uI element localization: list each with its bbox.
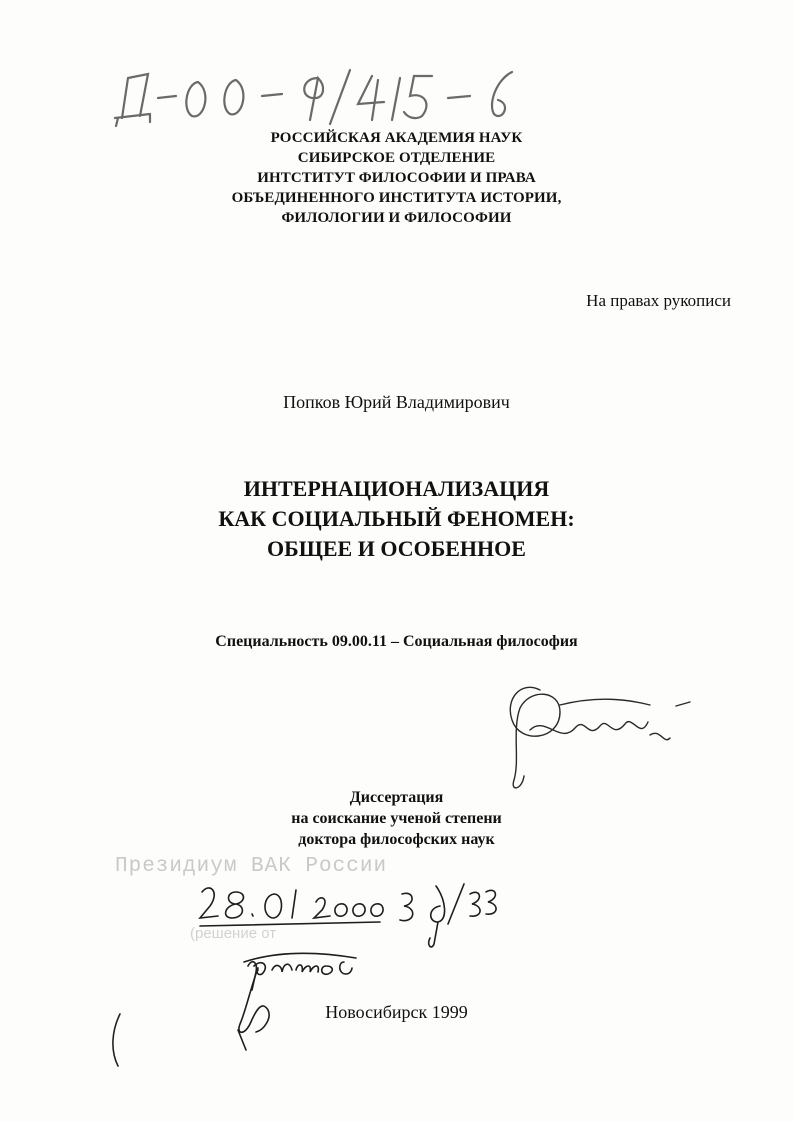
- dissertation-line-1: Диссертация: [349, 789, 444, 806]
- institution-line-3: ИНТСТИТУТ ФИЛОСОФИИ И ПРАВА: [257, 170, 536, 186]
- rights-note: На правах рукописи: [586, 291, 731, 310]
- author-name: Попков Юрий Владимирович: [283, 392, 510, 412]
- dissertation-title: [0, 474, 793, 564]
- institution-line-1: РОССИЙСКАЯ АКАДЕМИЯ НАУК: [270, 130, 523, 146]
- dissertation-block: [0, 787, 793, 850]
- institution-block: [0, 128, 793, 228]
- city-year: Новосибирск 1999: [325, 1002, 468, 1022]
- dissertation-line-2: на соискание ученой степени: [291, 810, 502, 827]
- specialty-line: Специальность 09.00.11 – Социальная философия: [215, 633, 578, 650]
- institution-line-2: СИБИРСКОЕ ОТДЕЛЕНИЕ: [297, 150, 496, 166]
- title-line-1: ИНТЕРНАЦИОНАЛИЗАЦИЯ: [243, 476, 550, 501]
- stamp-line-1: Президиум ВАК России: [115, 855, 388, 878]
- dissertation-line-3: доктора философских наук: [298, 831, 495, 848]
- institution-line-5: ФИЛОЛОГИИ И ФИЛОСОФИИ: [281, 210, 512, 226]
- stamp-line-2: (решение от: [190, 925, 277, 942]
- title-line-3: ОБЩЕЕ И ОСОБЕННОЕ: [267, 536, 526, 561]
- title-line-2: КАК СОЦИАЛЬНЫЙ ФЕНОМЕН:: [218, 506, 575, 531]
- institution-line-4: ОБЪЕДИНЕННОГО ИНСТИТУТА ИСТОРИИ,: [231, 190, 562, 206]
